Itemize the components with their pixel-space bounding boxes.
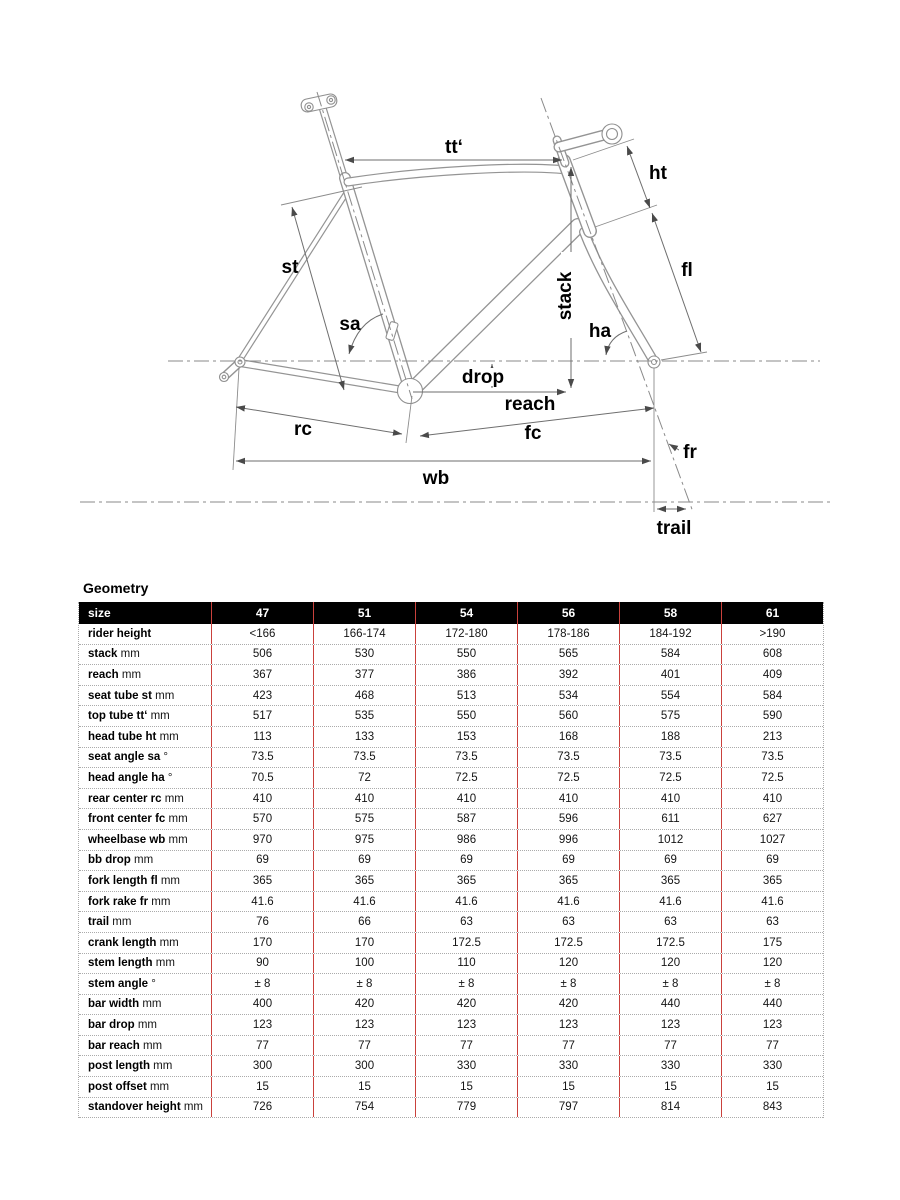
cell-value: ± 8 xyxy=(415,974,517,994)
cell-value: 367 xyxy=(211,665,313,685)
cell-value: 184-192 xyxy=(619,624,721,644)
table-title: Geometry xyxy=(83,580,149,596)
row-label xyxy=(79,665,211,685)
table-row xyxy=(79,686,823,707)
cell-value: 554 xyxy=(619,686,721,706)
row-unit: mm xyxy=(152,957,175,970)
cell-value: 77 xyxy=(517,1036,619,1056)
cell-value: 392 xyxy=(517,665,619,685)
cell-value: 330 xyxy=(517,1056,619,1076)
bike-frame-drawing xyxy=(0,0,900,560)
header-size-58: 58 xyxy=(619,602,721,624)
table-row xyxy=(79,645,823,666)
row-label xyxy=(79,1077,211,1097)
cell-value: 69 xyxy=(313,851,415,871)
cell-value: 410 xyxy=(517,789,619,809)
row-label xyxy=(79,624,211,644)
geometry-table xyxy=(78,602,824,1118)
cell-value: 409 xyxy=(721,665,823,685)
cell-value: 63 xyxy=(415,912,517,932)
table-header-row xyxy=(79,602,823,624)
cell-value: 570 xyxy=(211,809,313,829)
cell-value: 410 xyxy=(313,789,415,809)
label-wheelbase: wb xyxy=(422,468,450,489)
row-name: head angle ha xyxy=(88,771,165,784)
header-size-54: 54 xyxy=(415,602,517,624)
table-row xyxy=(79,1036,823,1057)
cell-value: 213 xyxy=(721,727,823,747)
cell-value: 386 xyxy=(415,665,517,685)
cell-value: 365 xyxy=(211,871,313,891)
row-label xyxy=(79,789,211,809)
cell-value: 120 xyxy=(619,954,721,974)
cell-value: 123 xyxy=(619,1015,721,1035)
table-row xyxy=(79,974,823,995)
row-name: seat tube st xyxy=(88,689,152,702)
cell-value: 330 xyxy=(415,1056,517,1076)
cell-value: 77 xyxy=(211,1036,313,1056)
cell-value: 365 xyxy=(619,871,721,891)
label-top-tube: tt‘ xyxy=(445,137,463,158)
row-name: stack xyxy=(88,648,118,661)
row-unit: mm xyxy=(157,874,180,887)
table-row xyxy=(79,892,823,913)
cell-value: 15 xyxy=(313,1077,415,1097)
cell-value: 970 xyxy=(211,830,313,850)
label-trail: trail xyxy=(656,518,692,539)
table-row xyxy=(79,789,823,810)
row-unit: mm xyxy=(139,998,162,1011)
cell-value: 123 xyxy=(721,1015,823,1035)
label-rear-center: rc xyxy=(294,419,312,440)
cell-value: 590 xyxy=(721,706,823,726)
header-size-56: 56 xyxy=(517,602,619,624)
table-row xyxy=(79,727,823,748)
cell-value: 123 xyxy=(415,1015,517,1035)
cell-value: 133 xyxy=(313,727,415,747)
cell-value: 73.5 xyxy=(721,748,823,768)
cell-value: 986 xyxy=(415,830,517,850)
label-backings xyxy=(459,252,701,459)
label-reach: reach xyxy=(504,394,556,415)
cell-value: 72.5 xyxy=(517,768,619,788)
row-unit: mm xyxy=(118,668,142,681)
cell-value: 100 xyxy=(313,954,415,974)
cell-value: 15 xyxy=(619,1077,721,1097)
cell-value: 69 xyxy=(211,851,313,871)
row-unit: mm xyxy=(148,895,171,908)
cell-value: 530 xyxy=(313,645,415,665)
dim-fork-length xyxy=(652,213,701,352)
cell-value: 41.6 xyxy=(415,892,517,912)
label-bb-drop: drop xyxy=(461,367,505,388)
row-unit: ° xyxy=(164,771,173,784)
row-name: stem length xyxy=(88,957,153,970)
table-row xyxy=(79,1077,823,1098)
cell-value: 72 xyxy=(313,768,415,788)
row-unit: mm xyxy=(117,648,140,661)
header-size-47: 47 xyxy=(211,602,313,624)
cell-value: 72.5 xyxy=(721,768,823,788)
row-name: front center fc xyxy=(88,813,166,826)
cell-value: 420 xyxy=(313,995,415,1015)
cell-value: 178-186 xyxy=(517,624,619,644)
cell-value: 172.5 xyxy=(517,933,619,953)
row-label xyxy=(79,892,211,912)
cell-value: 377 xyxy=(313,665,415,685)
label-front-center: fc xyxy=(524,423,542,444)
table-row xyxy=(79,665,823,686)
cell-value: 110 xyxy=(415,954,517,974)
row-label xyxy=(79,871,211,891)
cell-value: 365 xyxy=(517,871,619,891)
cell-value: 814 xyxy=(619,1098,721,1118)
row-label xyxy=(79,974,211,994)
row-name: fork rake fr xyxy=(88,895,149,908)
cell-value: 123 xyxy=(211,1015,313,1035)
cell-value: 513 xyxy=(415,686,517,706)
cell-value: ± 8 xyxy=(313,974,415,994)
header-size-51: 51 xyxy=(313,602,415,624)
cell-value: 565 xyxy=(517,645,619,665)
frame-tubes xyxy=(225,106,653,391)
row-label xyxy=(79,830,211,850)
row-label xyxy=(79,933,211,953)
cell-value: 400 xyxy=(211,995,313,1015)
cell-value: 575 xyxy=(619,706,721,726)
cell-value: 15 xyxy=(211,1077,313,1097)
row-label xyxy=(79,748,211,768)
cell-value: 410 xyxy=(721,789,823,809)
cell-value: 423 xyxy=(211,686,313,706)
row-unit: ° xyxy=(148,977,156,990)
cell-value: 153 xyxy=(415,727,517,747)
row-label xyxy=(79,706,211,726)
cell-value: 172-180 xyxy=(415,624,517,644)
cell-value: ± 8 xyxy=(517,974,619,994)
table-row xyxy=(79,706,823,727)
label-fork-length: fl xyxy=(681,260,693,281)
cell-value: 587 xyxy=(415,809,517,829)
cell-value: 584 xyxy=(619,645,721,665)
cell-value: 365 xyxy=(721,871,823,891)
row-unit: mm xyxy=(146,1080,170,1093)
cell-value: 41.6 xyxy=(721,892,823,912)
row-unit: mm xyxy=(165,813,188,826)
cell-value: 70.5 xyxy=(211,768,313,788)
table-row xyxy=(79,995,823,1016)
cell-value: 535 xyxy=(313,706,415,726)
bike-geometry-diagram xyxy=(0,0,900,560)
cell-value: 166-174 xyxy=(313,624,415,644)
cell-value: 975 xyxy=(313,830,415,850)
cell-value: 468 xyxy=(313,686,415,706)
cell-value: 170 xyxy=(211,933,313,953)
table-row xyxy=(79,912,823,933)
row-name: standover height xyxy=(88,1101,181,1114)
cell-value: ± 8 xyxy=(211,974,313,994)
header-size-61: 61 xyxy=(721,602,823,624)
table-row xyxy=(79,748,823,769)
row-name: stem angle xyxy=(88,977,149,990)
cell-value: 172.5 xyxy=(619,933,721,953)
cell-value: 611 xyxy=(619,809,721,829)
cell-value: 41.6 xyxy=(211,892,313,912)
dim-head-tube xyxy=(627,146,650,208)
row-name: wheelbase wb xyxy=(88,833,166,846)
cell-value: 90 xyxy=(211,954,313,974)
row-label xyxy=(79,1098,211,1118)
cell-value: 73.5 xyxy=(517,748,619,768)
cell-value: 69 xyxy=(517,851,619,871)
cell-value: 168 xyxy=(517,727,619,747)
row-label xyxy=(79,954,211,974)
row-unit: mm xyxy=(180,1101,204,1114)
cell-value: 517 xyxy=(211,706,313,726)
cell-value: 996 xyxy=(517,830,619,850)
cell-value: 410 xyxy=(211,789,313,809)
cell-value: 608 xyxy=(721,645,823,665)
row-label xyxy=(79,768,211,788)
cell-value: 15 xyxy=(415,1077,517,1097)
table-row xyxy=(79,624,823,645)
label-seat-angle: sa xyxy=(339,314,361,335)
cell-value: 754 xyxy=(313,1098,415,1118)
cell-value: 63 xyxy=(721,912,823,932)
label-fork-rake: fr xyxy=(683,442,697,463)
row-label xyxy=(79,1036,211,1056)
row-name: reach xyxy=(88,668,119,681)
cell-value: 410 xyxy=(619,789,721,809)
cell-value: 797 xyxy=(517,1098,619,1118)
label-head-angle: ha xyxy=(588,321,612,342)
table-row xyxy=(79,851,823,872)
cell-value: 300 xyxy=(211,1056,313,1076)
row-unit: mm xyxy=(149,1060,173,1073)
cell-value: 401 xyxy=(619,665,721,685)
row-name: seat angle sa xyxy=(88,751,161,764)
row-label xyxy=(79,995,211,1015)
cell-value: 365 xyxy=(415,871,517,891)
cell-value: 120 xyxy=(721,954,823,974)
cell-value: 420 xyxy=(415,995,517,1015)
row-unit: mm xyxy=(156,936,179,949)
row-label xyxy=(79,1056,211,1076)
cell-value: 73.5 xyxy=(415,748,517,768)
table-row xyxy=(79,954,823,975)
row-name: bb drop xyxy=(88,854,131,867)
row-unit: mm xyxy=(139,1039,163,1052)
cell-value: 113 xyxy=(211,727,313,747)
cell-value: 120 xyxy=(517,954,619,974)
row-name: post length xyxy=(88,1060,150,1073)
table-row xyxy=(79,1056,823,1077)
cell-value: 172.5 xyxy=(415,933,517,953)
header-size-label: size xyxy=(88,606,111,620)
cell-value: 66 xyxy=(313,912,415,932)
cell-value: 575 xyxy=(313,809,415,829)
cell-value: 843 xyxy=(721,1098,823,1118)
row-label xyxy=(79,727,211,747)
row-label xyxy=(79,1015,211,1035)
row-unit: mm xyxy=(134,1019,157,1032)
cell-value: 188 xyxy=(619,727,721,747)
cell-value: 506 xyxy=(211,645,313,665)
cell-value: 41.6 xyxy=(619,892,721,912)
cell-value: 77 xyxy=(721,1036,823,1056)
row-name: trail xyxy=(88,916,110,929)
label-head-tube: ht xyxy=(649,163,667,184)
cell-value: 410 xyxy=(415,789,517,809)
cell-value: 1027 xyxy=(721,830,823,850)
cell-value: 69 xyxy=(721,851,823,871)
cell-value: 779 xyxy=(415,1098,517,1118)
row-unit: mm xyxy=(165,833,188,846)
cell-value: 596 xyxy=(517,809,619,829)
cell-value: 170 xyxy=(313,933,415,953)
cell-value: ± 8 xyxy=(619,974,721,994)
row-label xyxy=(79,645,211,665)
cell-value: 63 xyxy=(619,912,721,932)
row-name: bar width xyxy=(88,998,140,1011)
cell-value: 534 xyxy=(517,686,619,706)
cell-value: 15 xyxy=(517,1077,619,1097)
cell-value: 420 xyxy=(517,995,619,1015)
cell-value: 627 xyxy=(721,809,823,829)
cell-value: 175 xyxy=(721,933,823,953)
cell-value: 73.5 xyxy=(619,748,721,768)
table-row xyxy=(79,809,823,830)
cell-value: <166 xyxy=(211,624,313,644)
cell-value: 77 xyxy=(313,1036,415,1056)
label-stack: stack xyxy=(555,271,576,321)
row-name: top tube tt‘ xyxy=(88,710,148,723)
cell-value: 69 xyxy=(415,851,517,871)
table-row xyxy=(79,1015,823,1036)
label-seat-tube: st xyxy=(281,257,299,278)
cell-value: 73.5 xyxy=(313,748,415,768)
row-name: bar drop xyxy=(88,1019,135,1032)
cell-value: 550 xyxy=(415,645,517,665)
row-unit: ° xyxy=(160,751,169,764)
cell-value: 123 xyxy=(313,1015,415,1035)
cell-value: 584 xyxy=(721,686,823,706)
cell-value: 726 xyxy=(211,1098,313,1118)
cell-value: 330 xyxy=(721,1056,823,1076)
cell-value: ± 8 xyxy=(721,974,823,994)
cell-value: 72.5 xyxy=(415,768,517,788)
cell-value: 63 xyxy=(517,912,619,932)
geometry-table-body xyxy=(79,624,823,1118)
row-name: post offset xyxy=(88,1080,147,1093)
cell-value: 76 xyxy=(211,912,313,932)
cell-value: 330 xyxy=(619,1056,721,1076)
cell-value: 72.5 xyxy=(619,768,721,788)
cell-value: 77 xyxy=(415,1036,517,1056)
row-unit: mm xyxy=(151,689,175,702)
row-unit: mm xyxy=(147,710,170,723)
cell-value: 440 xyxy=(721,995,823,1015)
table-row xyxy=(79,768,823,789)
cell-value: >190 xyxy=(721,624,823,644)
cell-value: 300 xyxy=(313,1056,415,1076)
row-label xyxy=(79,851,211,871)
row-unit: mm xyxy=(156,730,179,743)
row-name: bar reach xyxy=(88,1039,140,1052)
cell-value: 41.6 xyxy=(313,892,415,912)
dim-rear-center xyxy=(236,407,402,434)
cell-value: 73.5 xyxy=(211,748,313,768)
row-name: head tube ht xyxy=(88,730,157,743)
table-row xyxy=(79,871,823,892)
row-unit: mm xyxy=(109,916,132,929)
row-label xyxy=(79,809,211,829)
table-row xyxy=(79,933,823,954)
cell-value: 1012 xyxy=(619,830,721,850)
row-label xyxy=(79,912,211,932)
cell-value: 77 xyxy=(619,1036,721,1056)
row-label xyxy=(79,686,211,706)
table-row xyxy=(79,1098,823,1119)
cell-value: 123 xyxy=(517,1015,619,1035)
cell-value: 560 xyxy=(517,706,619,726)
cell-value: 41.6 xyxy=(517,892,619,912)
row-name: crank length xyxy=(88,936,157,949)
row-unit: mm xyxy=(161,792,184,805)
cell-value: 440 xyxy=(619,995,721,1015)
row-name: fork length fl xyxy=(88,874,158,887)
cell-value: 365 xyxy=(313,871,415,891)
row-name: rider height xyxy=(88,627,152,640)
cell-value: 69 xyxy=(619,851,721,871)
row-unit: mm xyxy=(130,854,154,867)
cell-value: 550 xyxy=(415,706,517,726)
cell-value: 15 xyxy=(721,1077,823,1097)
table-row xyxy=(79,830,823,851)
row-name: rear center rc xyxy=(88,792,162,805)
